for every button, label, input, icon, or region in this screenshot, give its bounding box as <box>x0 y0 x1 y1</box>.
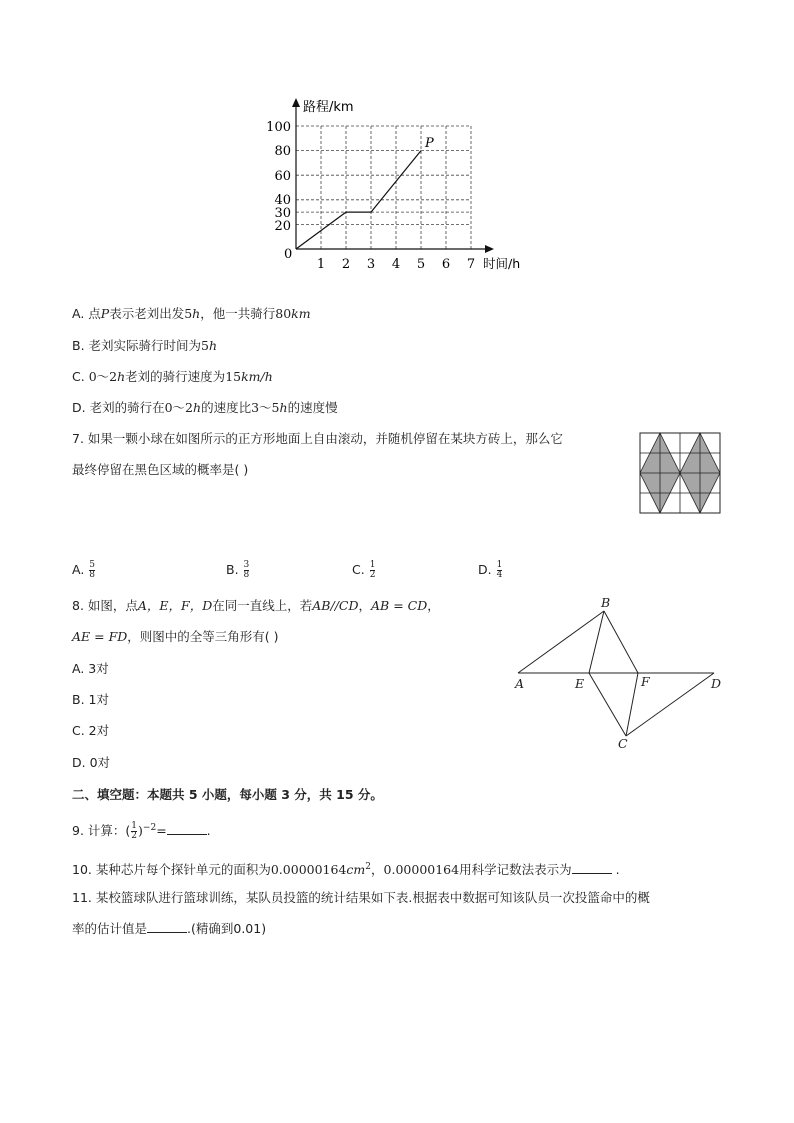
q9-den: 2 <box>131 831 138 842</box>
q7-option-b[interactable] <box>226 561 250 580</box>
q6-c-unit: km/h <box>241 369 273 384</box>
y-tick-80: 80 <box>274 144 291 159</box>
q6-c-15: 15 <box>225 369 242 384</box>
q6-option-c[interactable] <box>72 369 273 385</box>
y-tick-60: 60 <box>274 169 291 184</box>
line-bf <box>604 611 638 673</box>
q8-l1-prefix: 8. 如图，点 <box>72 598 138 613</box>
y-tick-100: 100 <box>266 120 291 135</box>
q6-a-mid: 表示老刘出发 <box>109 306 185 321</box>
q6-d-mid: 的速度比 <box>201 400 252 415</box>
q8-option-c[interactable]: C. 2对 <box>72 723 110 738</box>
label-b: B <box>601 595 611 610</box>
q6-c-h: h <box>117 369 126 384</box>
q11-line-2 <box>72 921 266 937</box>
q10-rest: 用科学记数法表示为 <box>459 862 572 878</box>
q6-c-prefix: C. <box>72 369 89 384</box>
q10-exponent: 2 <box>365 862 372 872</box>
q6-d-2: 2 <box>185 400 193 415</box>
q6-d-tilde-1: ～ <box>172 400 186 415</box>
q9-num: 1 <box>131 821 138 832</box>
q6-d-3: 3 <box>251 400 260 415</box>
q7-line-2: 最终停留在黑色区域的概率是( ) <box>72 462 249 477</box>
y-tick-20: 20 <box>274 219 291 234</box>
q8-option-b[interactable]: B. 1对 <box>72 692 109 707</box>
x-tick-1: 1 <box>316 257 326 272</box>
q9-answer-blank[interactable] <box>167 824 207 835</box>
q10-value: 0.00000164 <box>270 862 347 878</box>
q10-unit: cm <box>346 862 366 878</box>
y-axis-arrow <box>292 98 300 107</box>
q6-d-h-1: h <box>193 400 202 415</box>
q7-option-d[interactable] <box>478 561 503 580</box>
q6-d-tilde-2: ～ <box>259 400 272 415</box>
label-d: D <box>711 676 722 691</box>
x-tick-4: 4 <box>391 257 401 272</box>
q10-value-2: 0.00000164 <box>383 862 460 878</box>
q6-d-prefix: D. 老刘的骑行在 <box>72 400 165 415</box>
q11-line-1: 11. 某校篮球队进行篮球训练，某队员投篮的统计结果如下表.根据表中数据可知该队员一次投篮命中的概 <box>72 890 650 905</box>
y-axis-label: 路程/km <box>303 100 354 115</box>
q7-option-a[interactable] <box>72 561 96 580</box>
q6-d-end: 的速度慢 <box>287 400 338 415</box>
q6-option-d[interactable] <box>72 400 338 416</box>
q8-l1-cond-1: AB//CD <box>312 598 359 613</box>
q11-answer-blank[interactable] <box>147 922 187 933</box>
x-tick-2: 2 <box>341 257 351 272</box>
q10-sep: ， <box>371 862 384 878</box>
q6-c-tilde: ～ <box>96 369 110 384</box>
label-e: E <box>575 676 585 691</box>
q8-option-d[interactable]: D. 0对 <box>72 755 111 770</box>
q6-b-text: B. 老刘实际骑行时间为 <box>72 338 202 353</box>
q6-c-2: 2 <box>109 369 118 384</box>
distance-time-graph <box>266 90 540 280</box>
q6-a-point: P <box>100 306 110 321</box>
q8-line-1 <box>72 598 440 614</box>
q7-b-num: 3 <box>243 560 250 570</box>
q7-a-label: A. <box>72 562 85 577</box>
q7-c-fraction <box>370 561 376 580</box>
q7-c-label: C. <box>352 562 365 577</box>
q6-a-5: 5 <box>184 306 193 321</box>
q11-prefix: 率的估计值是 <box>72 921 148 936</box>
line-fc <box>626 673 638 736</box>
x-tick-3: 3 <box>366 257 376 272</box>
q6-a-km: km <box>291 306 311 321</box>
q6-c-mid: 老刘的骑行速度为 <box>125 369 226 384</box>
q8-l2-cond-3: AE = FD <box>72 629 128 644</box>
section-2-heading: 二、填空题：本题共 5 小题，每小题 3 分，共 15 分。 <box>72 787 383 802</box>
q7-d-den: 4 <box>496 570 503 580</box>
q7-c-num: 1 <box>369 560 376 570</box>
q10-prefix: 10. 某种芯片每个探针单元的面积为 <box>72 862 271 878</box>
tile-floor-figure <box>638 431 722 515</box>
q10-end: . <box>615 862 620 878</box>
q7-a-num: 5 <box>89 560 96 570</box>
q10-line <box>72 859 620 878</box>
y-tick-labels <box>266 120 291 234</box>
q7-a-fraction <box>89 561 95 580</box>
q6-a-80: 80 <box>275 306 292 321</box>
point-p-label: P <box>425 136 434 151</box>
q7-option-c[interactable] <box>352 561 376 580</box>
q7-d-num: 1 <box>496 560 503 570</box>
q6-b-5: 5 <box>201 338 209 353</box>
q9-end: . <box>206 823 211 839</box>
q7-d-label: D. <box>478 562 492 577</box>
q6-c-0: 0 <box>88 369 97 384</box>
q7-c-den: 2 <box>369 570 376 580</box>
q6-a-prefix: A. 点 <box>72 306 101 321</box>
q6-d-0: 0 <box>164 400 173 415</box>
q6-d-5: 5 <box>271 400 280 415</box>
graph-grid <box>296 126 471 249</box>
q7-d-fraction <box>497 561 503 580</box>
q7-a-den: 8 <box>89 570 96 580</box>
q6-a-rest: ，他一共骑行 <box>200 306 276 321</box>
y-tick-30: 30 <box>274 206 291 221</box>
q7-b-label: B. <box>226 562 239 577</box>
x-tick-labels <box>317 257 475 272</box>
q11-suffix: .(精确到0.01) <box>187 921 267 936</box>
q6-option-b[interactable] <box>72 338 217 354</box>
q6-d-h-2: h <box>279 400 288 415</box>
q7-line-1: 7. 如果一颗小球在如图所示的正方形地面上自由滚动，并随机停留在某块方砖上，那么它 <box>72 431 563 446</box>
label-a: A <box>515 676 525 691</box>
q8-l1-sep: ， <box>358 598 372 613</box>
q9-prefix: 9. 计算：( <box>72 823 131 839</box>
q10-answer-blank[interactable] <box>572 863 612 874</box>
q9-fraction <box>131 822 137 841</box>
q8-l1-end: ， <box>427 598 440 613</box>
q7-b-den: 8 <box>243 570 250 580</box>
triangle-lines <box>518 611 714 736</box>
triangles-figure <box>505 592 735 752</box>
x-tick-6: 6 <box>441 257 451 272</box>
q8-l1-cond-2: AB = CD <box>371 598 428 613</box>
q8-l1-points: A，E，F，D <box>137 598 213 613</box>
label-c: C <box>618 736 628 751</box>
y-tick-40: 40 <box>274 193 291 208</box>
q9-equals: = <box>156 823 167 839</box>
origin-label: 0 <box>284 247 293 262</box>
label-f: F <box>641 674 650 689</box>
q6-b-h: h <box>208 338 218 353</box>
q8-l2-rest: ，则图中的全等三角形有( ) <box>127 629 279 644</box>
q8-l1-mid: 在同一直线上，若 <box>212 598 313 613</box>
q9-line: 9. 计算：( $\frac{1}{2}$ )$^{-2}$= . <box>72 821 211 842</box>
q6-a-h: h <box>192 306 201 321</box>
x-axis-label: 时间/h <box>483 256 521 271</box>
q9-exponent: −2 <box>142 823 157 833</box>
q8-line-2 <box>72 629 279 645</box>
line-cd <box>626 673 714 736</box>
x-tick-7: 7 <box>466 257 476 272</box>
line-ec <box>589 673 626 736</box>
q6-option-a[interactable] <box>72 306 311 322</box>
q7-b-fraction <box>244 561 250 580</box>
x-axis-arrow <box>485 245 494 253</box>
q8-option-a[interactable]: A. 3对 <box>72 661 109 676</box>
x-tick-5: 5 <box>416 257 426 272</box>
